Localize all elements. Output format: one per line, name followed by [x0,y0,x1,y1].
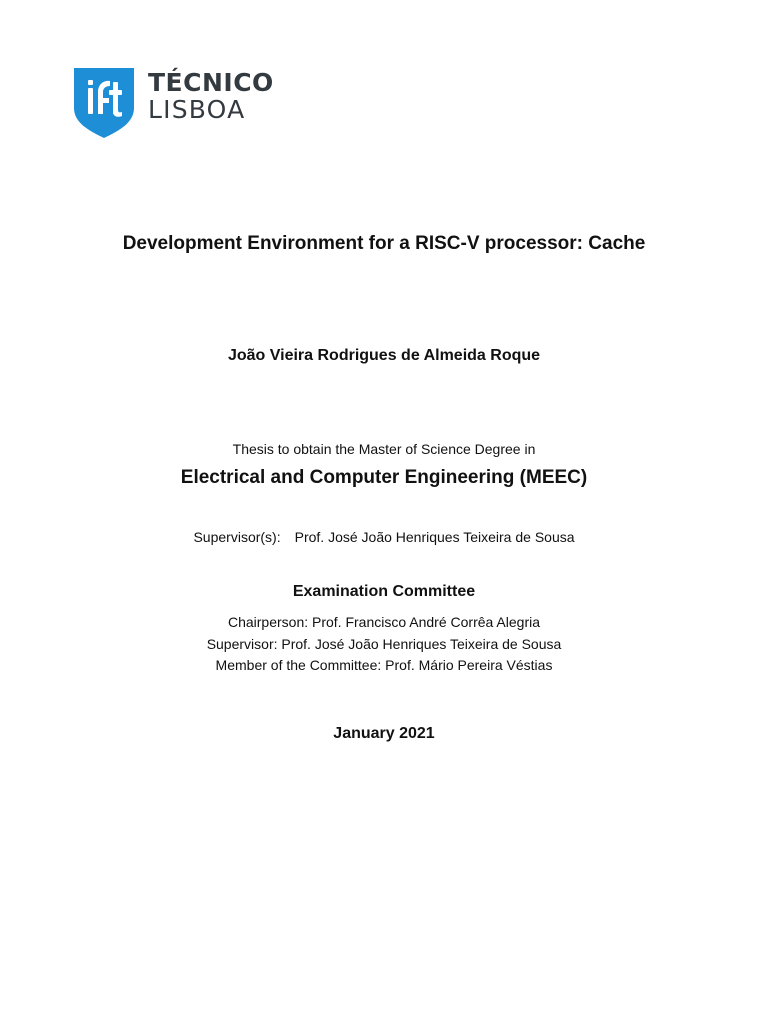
committee-members [0,612,768,677]
degree-name: Electrical and Computer Engineering (MEEC) [180,467,588,488]
degree-intro: Thesis to obtain the Master of Science Degree in [232,441,536,457]
supervisors-line [0,529,768,545]
tecnico-lisboa-logo [74,68,274,138]
author-name: João Vieira Rodrigues de Almeida Roque [227,347,541,364]
supervisors-value: Prof. José João Henriques Teixeira de Sousa [294,529,575,545]
logo-wordmark [148,70,274,122]
logo-line-lisboa: LISBOA [148,95,246,124]
logo-line-tecnico: TÉCNICO [148,68,274,97]
supervisors-label: Supervisor(s): [193,529,281,545]
ist-shield-icon [74,68,134,138]
committee-member: Member of the Committee: Prof. Mário Pereira Véstias [215,657,553,673]
committee-heading: Examination Committee [292,583,476,600]
committee-member: Chairperson: Prof. Francisco André Corrêa Alegria [227,614,541,630]
submission-date: January 2021 [333,725,435,742]
committee-member: Supervisor: Prof. José João Henriques Teixeira de Sousa [206,635,562,652]
thesis-title: Development Environment for a RISC-V processor: Cache [122,233,646,254]
